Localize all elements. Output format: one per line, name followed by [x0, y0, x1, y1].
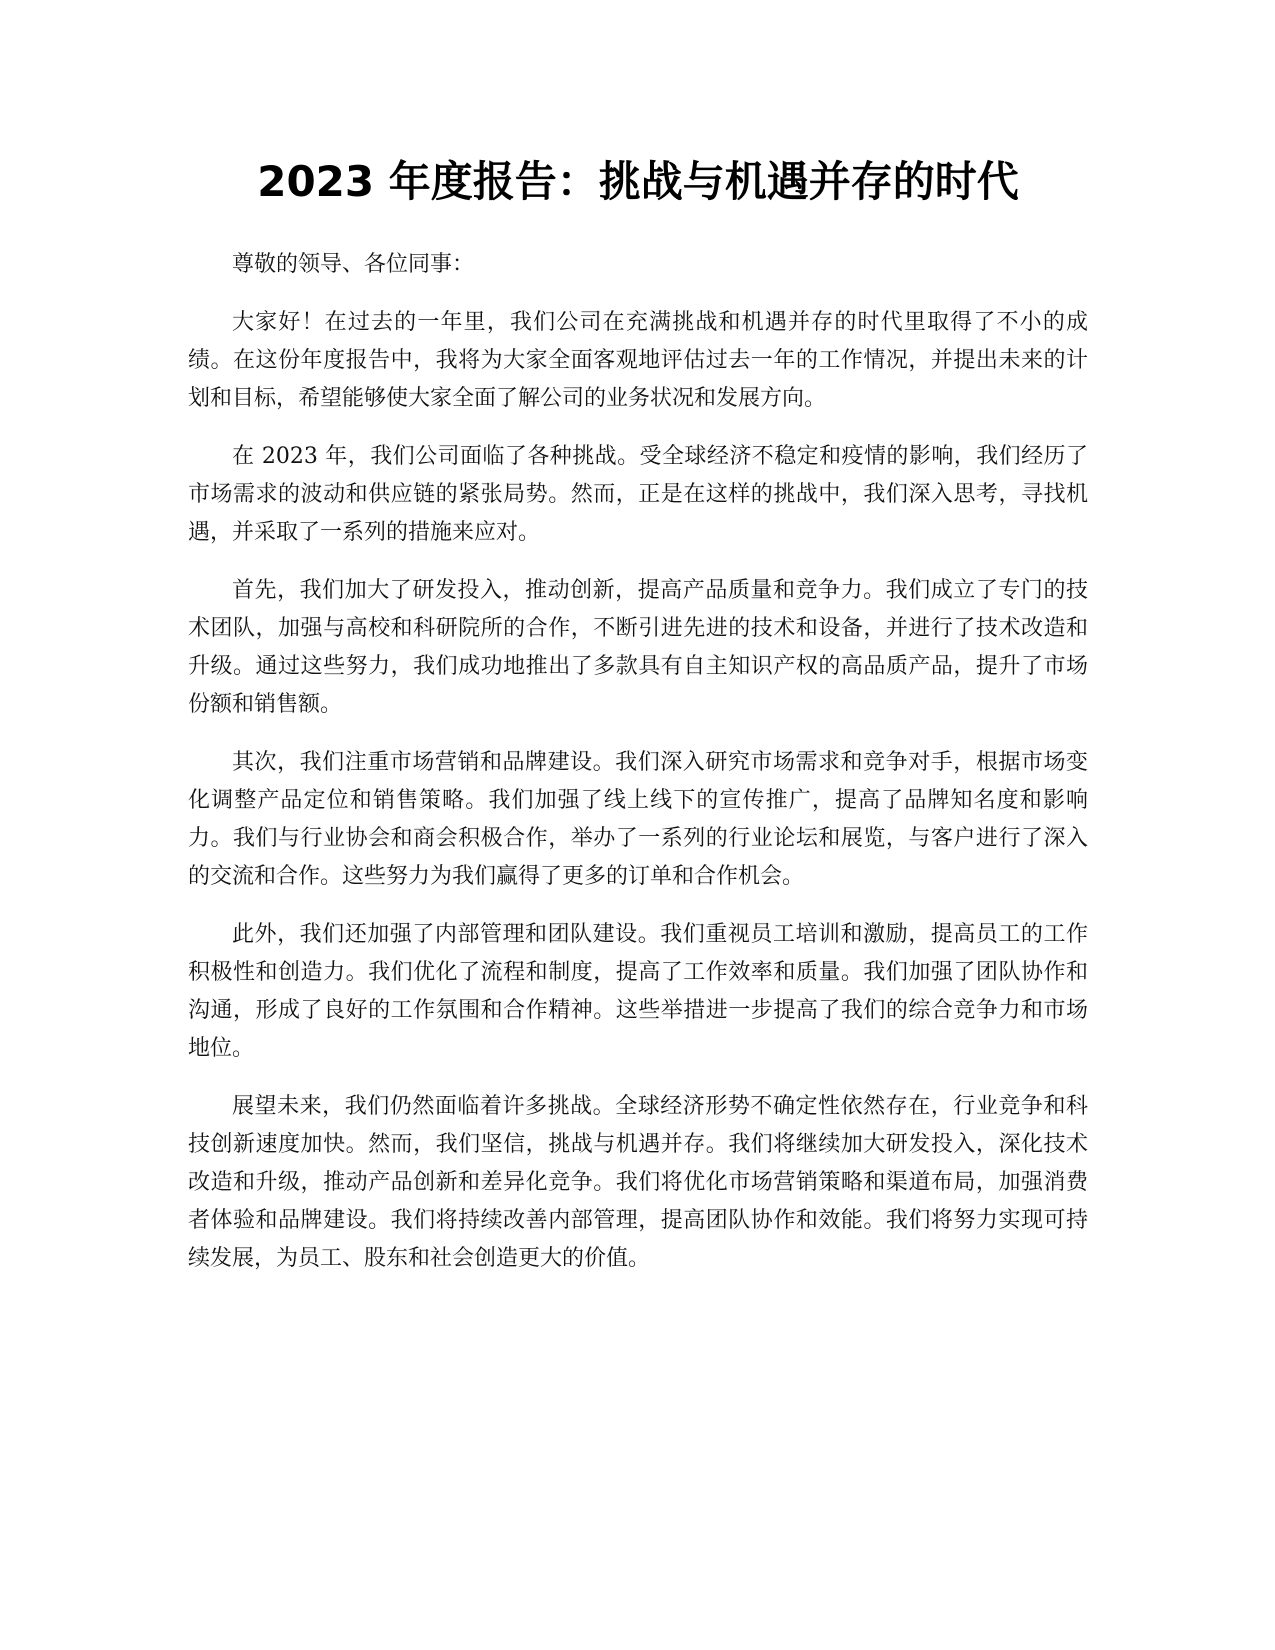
marketing-paragraph: 其次，我们注重市场营销和品牌建设。我们深入研究市场需求和竞争对手，根据市场变化调整产品定位和销售策略。我们加强了线上线下的宣传推广，提高了品牌知名度和影响力。我们与行业协会和商会积极合作，举办了一系列的行业论坛和展览，与客户进行了深入的交流和合作。这些努力为我们赢得了更多的订单和合作机会。: [188, 750, 1088, 889]
rnd-paragraph: 首先，我们加大了研发投入，推动创新，提高产品质量和竞争力。我们成立了专门的技术团队，加强与高校和科研院所的合作，不断引进先进的技术和设备，并进行了技术改造和升级。通过这些努力，我们成功地推出了多款具有自主知识产权的高品质产品，提升了市场份额和销售额。: [188, 578, 1088, 717]
salutation-paragraph: 尊敬的领导、各位同事：: [232, 252, 475, 277]
intro-paragraph: 大家好！在过去的一年里，我们公司在充满挑战和机遇并存的时代里取得了不小的成绩。在这份年度报告中，我将为大家全面客观地评估过去一年的工作情况，并提出未来的计划和目标，希望能够使大家全面了解公司的业务状况和发展方向。: [188, 310, 1088, 411]
document-title: 2023 年度报告：挑战与机遇并存的时代: [257, 157, 1019, 206]
management-paragraph: 此外，我们还加强了内部管理和团队建设。我们重视员工培训和激励，提高员工的工作积极性和创造力。我们优化了流程和制度，提高了工作效率和质量。我们加强了团队协作和沟通，形成了良好的工作氛围和合作精神。这些举措进一步提高了我们的综合竞争力和市场地位。: [188, 922, 1088, 1061]
document-page: [188, 140, 1088, 1298]
document-body: [188, 246, 1088, 1278]
outlook-paragraph: 展望未来，我们仍然面临着许多挑战。全球经济形势不确定性依然存在，行业竞争和科技创新速度加快。然而，我们坚信，挑战与机遇并存。我们将继续加大研发投入，深化技术改造和升级，推动产品创新和差异化竞争。我们将优化市场营销策略和渠道布局，加强消费者体验和品牌建设。我们将持续改善内部管理，提高团队协作和效能。我们将努力实现可持续发展，为员工、股东和社会创造更大的价值。: [188, 1094, 1088, 1271]
challenges-paragraph: 在 2023 年，我们公司面临了各种挑战。受全球经济不稳定和疫情的影响，我们经历了市场需求的波动和供应链的紧张局势。然而，正是在这样的挑战中，我们深入思考，寻找机遇，并采取了一系列的措施来应对。: [188, 444, 1088, 545]
